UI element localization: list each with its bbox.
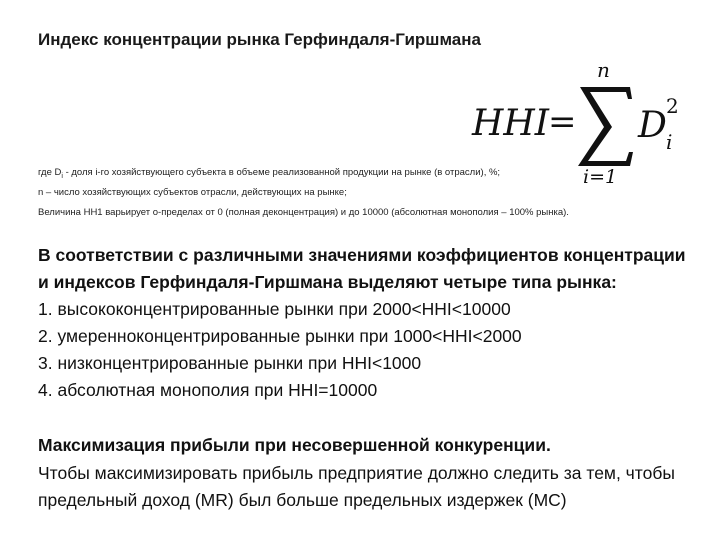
market-type-item: 1. высококонцентрированные рынки при 2000<HHI<10000 xyxy=(38,299,511,319)
note-d-definition xyxy=(38,167,500,180)
market-type-item: 3. низконцентрированные рынки при HHI<1000 xyxy=(38,353,422,373)
profit-line1: Чтобы максимизировать прибыль предприятие должно следить за тем, чтобы xyxy=(38,463,675,483)
term-exponent: 2 xyxy=(666,94,679,118)
note-d-prefix: где D xyxy=(38,167,62,178)
sum-lower-limit: i=1 xyxy=(583,166,618,185)
market-type-item: 2. умеренноконцентрированные рынки при 1000<HHI<2000 xyxy=(38,326,522,346)
note-range: Величина НН1 варьирует о-пределах от 0 (полная деконцентрация) и до 10000 (абсолютная монополия – 100% рынка). xyxy=(38,207,569,218)
sum-upper-limit: n xyxy=(597,58,610,82)
term-subscript: i xyxy=(666,130,673,154)
slide-title: Индекс концентрации рынка Герфиндаля-Гиршмана xyxy=(38,30,481,49)
market-type-item: 4. абсолютная монополия при HHI=10000 xyxy=(38,380,378,400)
types-intro-line1: В соответствии с различными значениями коэффициентов концентрации xyxy=(38,245,686,265)
note-d-rest: - доля i-го хозяйствующего субъекта в объеме реализованной продукции на рынке (в отрасли), %; xyxy=(62,167,501,178)
profit-heading: Максимизация прибыли при несовершенной конкуренции. xyxy=(38,435,551,455)
note-d-subscript: i xyxy=(61,172,63,180)
profit-line2: предельный доход (MR) был больше предельных издержек (MC) xyxy=(38,490,567,510)
types-intro-line2: и индексов Герфиндаля-Гиршмана выделяют четыре типа рынка: xyxy=(38,272,617,292)
sigma-icon xyxy=(578,87,633,166)
hhi-formula xyxy=(470,55,700,185)
term-base: D xyxy=(638,105,667,146)
formula-equals: = xyxy=(548,102,577,142)
formula-lhs: HHI xyxy=(472,103,550,144)
note-n-definition: n – число хозяйствующих субъектов отрасли, действующих на рынке; xyxy=(38,187,347,198)
